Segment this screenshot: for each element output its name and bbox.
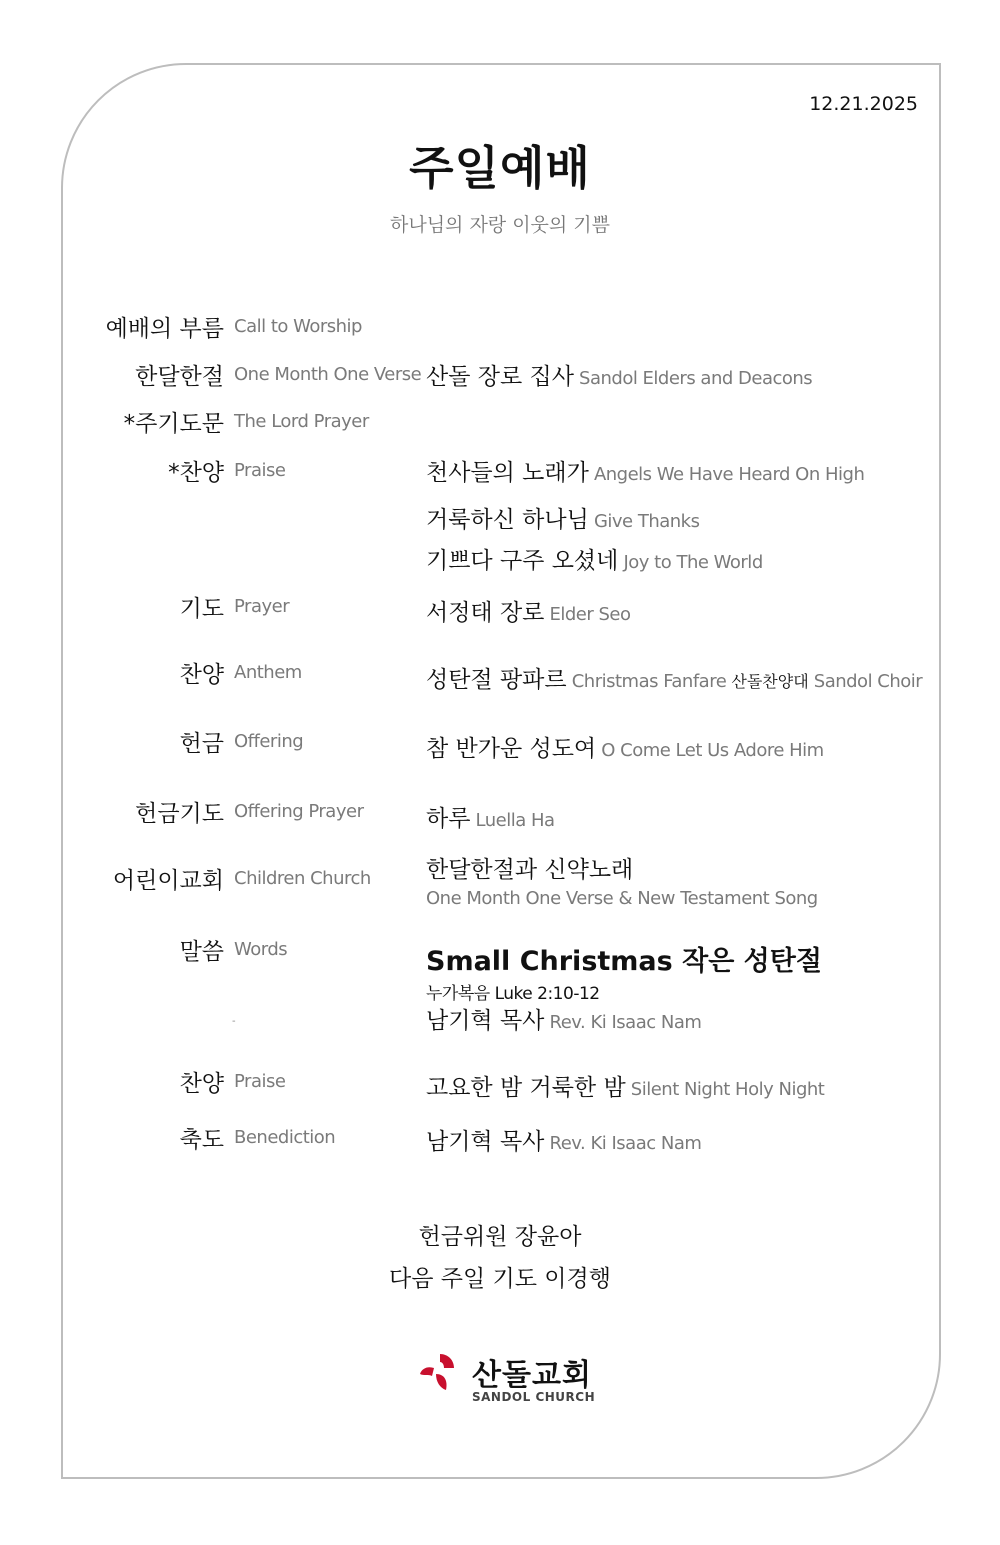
order-item-label: 헌금 (179, 731, 224, 757)
detail-korean: 하루 (426, 806, 471, 832)
detail-english: Sandol Elders and Deacons (579, 368, 813, 389)
order-item-english: Children Church (234, 868, 371, 889)
detail-english: Christmas Fanfare (571, 671, 727, 692)
detail-korean: 남기혁 목사 (426, 1129, 545, 1155)
order-item-english: Anthem (234, 662, 302, 683)
order-item-label: 예배의 부름 (105, 316, 224, 342)
detail-korean: 성탄절 팡파르 (426, 667, 567, 693)
detail-korean-secondary: 산돌찬양대 (731, 672, 809, 691)
detail-korean: 한달한절과 신약노래 (426, 857, 634, 883)
order-item-label: 어린이교회 (112, 868, 224, 894)
order-item-label: 찬양 (179, 1071, 224, 1097)
detail-english: One Month One Verse & New Testament Song (426, 888, 818, 909)
order-item-english: Benediction (234, 1127, 336, 1148)
separator-mark: - (232, 1016, 236, 1027)
order-item-detail (426, 1069, 824, 1102)
order-item-label: 헌금기도 (135, 801, 224, 827)
song-korean: 거룩하신 하나님 (426, 507, 589, 533)
church-logo-english: SANDOL CHURCH (472, 1390, 596, 1404)
order-item-english: Praise (234, 1071, 286, 1092)
page-subtitle: 하나님의 자랑 이웃의 기쁨 (389, 214, 610, 236)
order-item-detail (426, 594, 631, 627)
detail-english: Luella Ha (475, 810, 555, 831)
detail-korean: 남기혁 목사 (426, 1008, 545, 1034)
detail-english: O Come Let Us Adore Him (601, 740, 824, 761)
order-item-english: Prayer (234, 596, 290, 617)
order-item-label: 한달한절 (135, 364, 224, 390)
sermon-title: Small Christmas 작은 성탄절 (426, 946, 822, 977)
order-item-english: Offering (234, 731, 304, 752)
order-item-english: The Lord Prayer (234, 411, 369, 432)
song-item (426, 501, 699, 534)
order-item-english: Call to Worship (234, 316, 362, 337)
detail-english: Elder Seo (549, 604, 631, 625)
order-item-label: 축도 (179, 1127, 224, 1153)
song-korean: 천사들의 노래가 (426, 460, 589, 486)
song-item (426, 454, 864, 487)
order-item-detail (426, 1123, 701, 1156)
church-logo-name: 산돌교회 (472, 1358, 592, 1393)
song-english: Angels We Have Heard On High (593, 464, 865, 485)
next-week-prayer: 다음 주일 기도 이경행 (389, 1266, 611, 1292)
order-item-label: 기도 (179, 596, 224, 622)
song-item (426, 542, 763, 575)
song-english: Give Thanks (593, 511, 700, 532)
detail-korean: 서정태 장로 (426, 600, 545, 626)
order-item-detail (426, 661, 922, 694)
order-item-english: Praise (234, 460, 286, 481)
detail-korean: 참 반가운 성도여 (426, 736, 597, 762)
service-date: 12.21.2025 (809, 93, 918, 115)
order-item-english: Offering Prayer (234, 801, 364, 822)
detail-english: Rev. Ki Isaac Nam (549, 1012, 702, 1033)
order-item-detail (426, 358, 812, 391)
order-item-label: *주기도문 (123, 411, 224, 437)
song-english: Joy to The World (623, 552, 763, 573)
order-item-detail (426, 800, 555, 833)
church-logo-icon (418, 1352, 458, 1392)
detail-english: Rev. Ki Isaac Nam (549, 1133, 702, 1154)
detail-english: Silent Night Holy Night (630, 1079, 825, 1100)
offering-committee: 헌금위원 장윤아 (418, 1224, 582, 1250)
detail-korean: 고요한 밤 거룩한 밤 (426, 1075, 626, 1101)
order-item-detail (426, 730, 824, 763)
song-korean: 기쁘다 구주 오셨네 (426, 548, 619, 574)
detail-korean: 산돌 장로 집사 (426, 364, 574, 390)
scripture-reference: 누가복음 Luke 2:10-12 (426, 984, 600, 1004)
detail-english-secondary: Sandol Choir (813, 671, 923, 692)
order-item-label: *찬양 (168, 460, 224, 486)
order-item-english: Words (234, 939, 288, 960)
order-item-english: One Month One Verse (234, 364, 422, 385)
order-item-label: 말씀 (179, 939, 224, 965)
order-item-detail (426, 1002, 701, 1035)
order-item-label: 찬양 (179, 662, 224, 688)
page-title: 주일예배 (409, 141, 591, 195)
